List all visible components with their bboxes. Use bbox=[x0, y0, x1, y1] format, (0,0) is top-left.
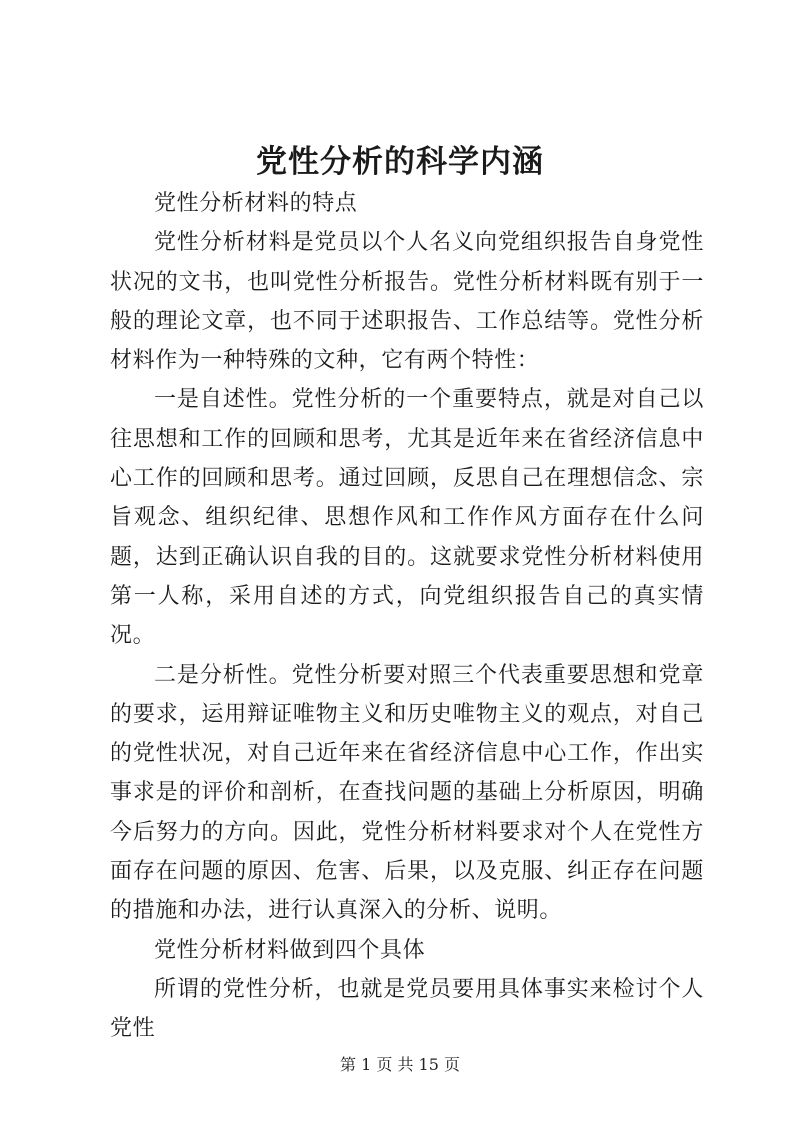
paragraph-definition: 党性分析材料是党员以个人名义向党组织报告自身党性状况的文书，也叫党性分析报告。党性分析材料既有别于一般的理论文章，也不同于述职报告、工作总结等。党性分析材料作为一种特殊的文种，它有两个特性： bbox=[110, 230, 704, 374]
paragraph-analytical: 二是分析性。党性分析要对照三个代表重要思想和党章的要求，运用辩证唯物主义和历史唯物主义的观点，对自己的党性状况，对自己近年来在省经济信息中心工作，作出实事求是的评价和剖析，在查找问题的基础上分析原因，明确今后努力的方向。因此，党性分析材料要求对个人在党性方面存在问题的原因、危害、后果，以及克服、纠正存在问题的措施和办法，进行认真深入的分析、说明。 bbox=[110, 662, 704, 924]
section-heading-four-specifics: 党性分析材料做到四个具体 bbox=[154, 937, 426, 963]
paragraph-party-analysis: 所谓的党性分析，也就是党员要用具体事实来检讨个人党性 bbox=[110, 976, 704, 1042]
section-heading-characteristics: 党性分析材料的特点 bbox=[154, 191, 358, 216]
document-title: 党性分析的科学内涵 bbox=[256, 144, 544, 180]
page-footer: 第 1 页 共 15 页 bbox=[340, 1055, 460, 1074]
paragraph-self-narrative: 一是自述性。党性分析的一个重要特点，就是对自己以往思想和工作的回顾和思考，尤其是近年来在省经济信息中心工作的回顾和思考。通过回顾，反思自己在理想信念、宗旨观念、组织纪律、思想作风和工作作风方面存在什么问题，达到正确认识自我的目的。这就要求党性分析材料使用第一人称，采用自述的方式，向党组织报告自己的真实情况。 bbox=[110, 387, 704, 649]
document-body bbox=[110, 184, 704, 1049]
